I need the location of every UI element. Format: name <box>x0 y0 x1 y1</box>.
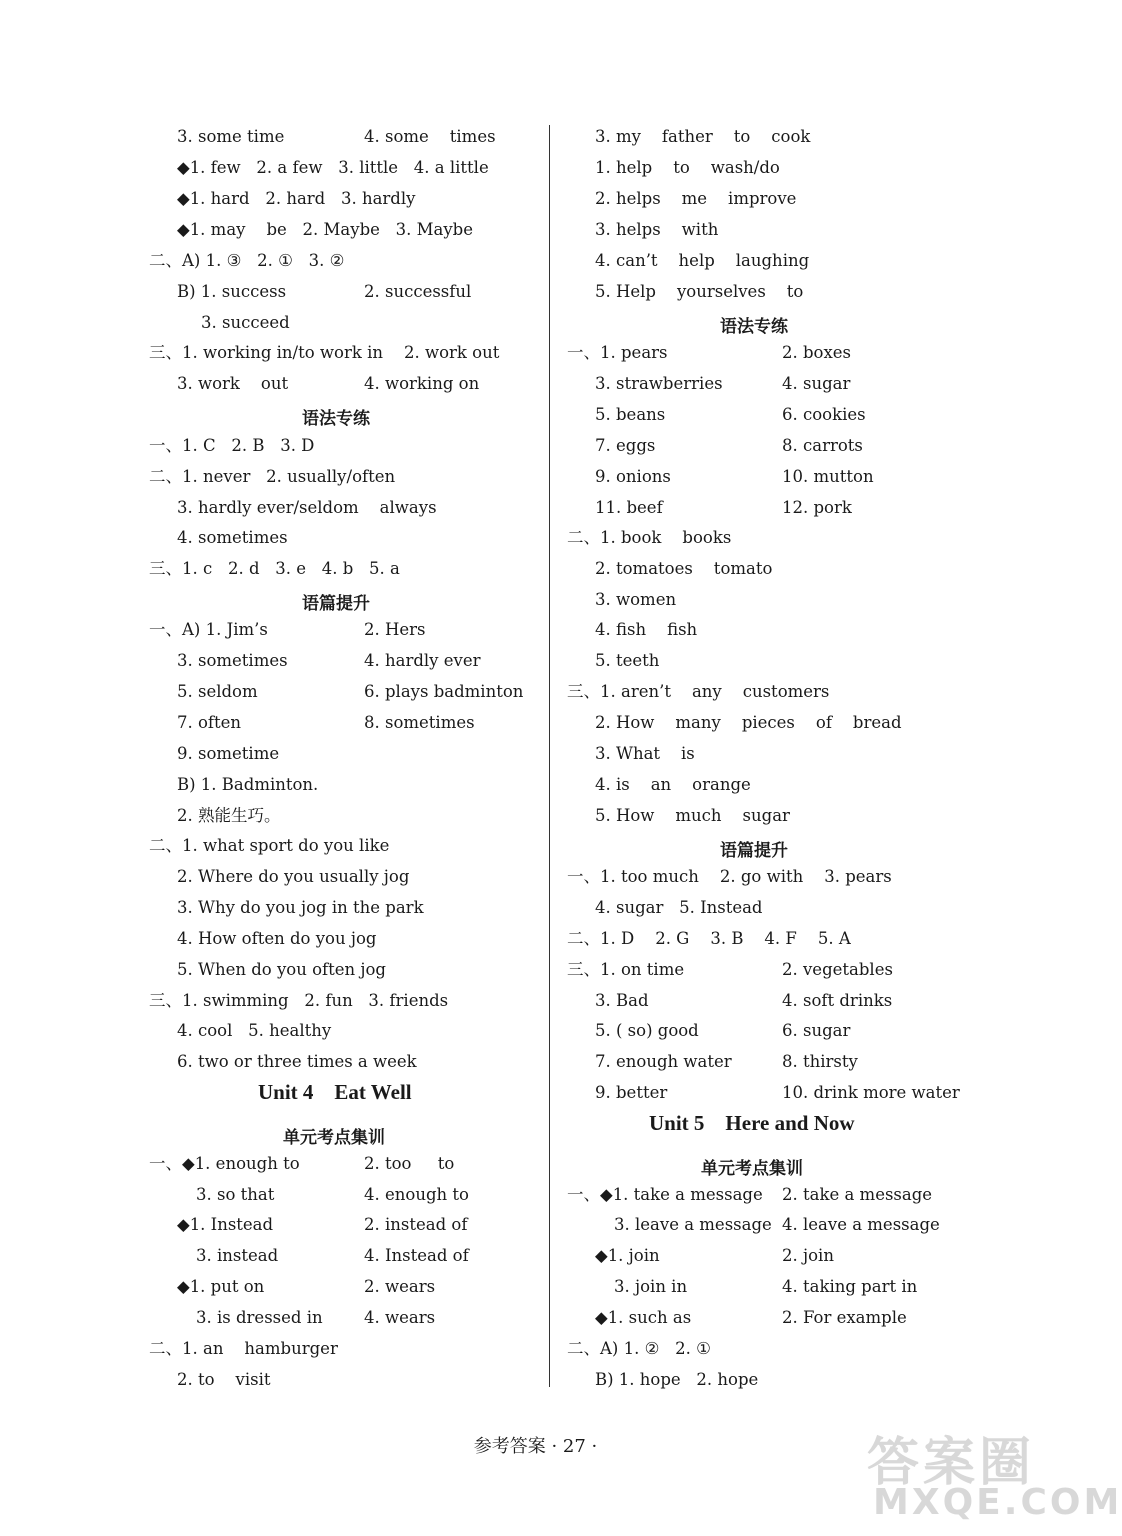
answer-line: 2. instead of <box>364 1215 468 1234</box>
answer-line: 5. How much sugar <box>595 806 790 825</box>
answer-line: 2. helps me improve <box>595 189 797 208</box>
answer-line: 二、A) 1. ② 2. ① <box>567 1339 711 1358</box>
answer-line: 7. enough water <box>595 1052 732 1071</box>
answer-line: 4. sugar 5. Instead <box>595 898 763 917</box>
answer-line: 三、1. swimming 2. fun 3. friends <box>149 991 449 1010</box>
answer-line: 4. leave a message <box>782 1215 940 1234</box>
answer-line: 4. How often do you jog <box>177 929 377 948</box>
answer-line: 2. Where do you usually jog <box>177 867 410 886</box>
answer-line: 2. join <box>782 1246 834 1265</box>
section-heading: 语篇提升 <box>302 594 370 614</box>
answer-line: 4. taking part in <box>782 1277 918 1296</box>
answer-line: 2. 熟能生巧。 <box>177 806 281 825</box>
answer-line: 4. can’t help laughing <box>595 251 810 270</box>
answer-line: 2. Hers <box>364 620 426 639</box>
answer-line: 4. fish fish <box>595 620 698 639</box>
answer-line: 3. leave a message <box>614 1215 772 1234</box>
answer-line: 4. enough to <box>364 1185 469 1204</box>
answer-line: 3. Why do you jog in the park <box>177 898 424 917</box>
answer-line: 5. ( so) good <box>595 1021 699 1040</box>
section-heading: 语法专练 <box>720 317 788 337</box>
answer-line: 3. is dressed in <box>196 1308 323 1327</box>
answer-line: 一、1. pears <box>567 343 668 362</box>
answer-line: 7. often <box>177 713 242 732</box>
answer-line: ◆1. may be 2. Maybe 3. Maybe <box>177 220 473 239</box>
answer-line: 3. helps with <box>595 220 719 239</box>
answer-line: ◆1. join <box>595 1246 660 1265</box>
answer-line: 2. take a message <box>782 1185 933 1204</box>
answer-line: 4. hardly ever <box>364 651 481 670</box>
answer-line: 3. hardly ever/seldom always <box>177 498 437 517</box>
answer-line: ◆1. put on <box>177 1277 265 1296</box>
answer-line: 3. my father to cook <box>595 127 811 146</box>
watermark-logo <box>867 1420 1122 1528</box>
answer-line: 6. plays badminton <box>364 682 524 701</box>
answer-line: 10. mutton <box>782 467 874 486</box>
answer-line: 3. some time <box>177 127 285 146</box>
answer-line: 三、1. c 2. d 3. e 4. b 5. a <box>149 559 400 578</box>
section-heading: 语篇提升 <box>720 841 788 861</box>
answer-line: B) 1. hope 2. hope <box>595 1370 759 1389</box>
answer-line: 3. succeed <box>201 313 290 332</box>
answer-line: 二、1. an hamburger <box>149 1339 338 1358</box>
answer-line: 3. instead <box>196 1246 279 1265</box>
answer-line: 4. Instead of <box>364 1246 469 1265</box>
answer-line: 2. How many pieces of bread <box>595 713 902 732</box>
answer-line: 二、A) 1. ③ 2. ① 3. ② <box>149 251 345 270</box>
answer-line: 6. two or three times a week <box>177 1052 417 1071</box>
answer-line: 9. onions <box>595 467 671 486</box>
answer-line: 1. help to wash/do <box>595 158 780 177</box>
answer-line: 3. strawberries <box>595 374 723 393</box>
answer-line: 一、◆1. take a message <box>567 1185 763 1204</box>
answer-line: 二、1. book books <box>567 528 732 547</box>
answer-line: 11. beef <box>595 498 663 517</box>
watermark-url: MXQE.COM <box>873 1482 1122 1523</box>
answer-line: 6. cookies <box>782 405 866 424</box>
answer-line: 5. teeth <box>595 651 660 670</box>
unit-5-title: Unit 5 Here and Now <box>649 1111 855 1135</box>
answer-line: 2. too to <box>364 1154 455 1173</box>
answer-line: 9. better <box>595 1083 668 1102</box>
answer-line: 三、1. on time <box>567 960 685 979</box>
answer-line: 2. For example <box>782 1308 907 1327</box>
answer-line: B) 1. success <box>177 282 287 301</box>
answer-line: 一、1. C 2. B 3. D <box>149 436 315 455</box>
answer-line: 2. wears <box>364 1277 436 1296</box>
answer-line: ◆1. Instead <box>177 1215 274 1234</box>
answer-line: 10. drink more water <box>782 1083 960 1102</box>
answer-line: ◆1. such as <box>595 1308 692 1327</box>
answer-line: 二、1. never 2. usually/often <box>149 467 396 486</box>
answer-line: 二、1. D 2. G 3. B 4. F 5. A <box>567 929 851 948</box>
section-heading: 语法专练 <box>302 409 370 429</box>
answer-line: 三、1. aren’t any customers <box>567 682 830 701</box>
answer-line: 4. wears <box>364 1308 436 1327</box>
answer-line: 5. seldom <box>177 682 258 701</box>
answer-line: 4. is an orange <box>595 775 751 794</box>
column-divider <box>549 125 550 1387</box>
section-heading: 单元考点集训 <box>283 1128 385 1148</box>
answer-line: 7. eggs <box>595 436 656 455</box>
answer-line: 6. sugar <box>782 1021 851 1040</box>
answer-line: 5. When do you often jog <box>177 960 386 979</box>
answer-line: 一、1. too much 2. go with 3. pears <box>567 867 892 886</box>
answer-line: 4. sugar <box>782 374 851 393</box>
answer-line: 3. join in <box>614 1277 688 1296</box>
unit-4-title: Unit 4 Eat Well <box>258 1080 412 1104</box>
answer-line: B) 1. Badminton. <box>177 775 319 794</box>
answer-line: 4. cool 5. healthy <box>177 1021 332 1040</box>
answer-line: 3. so that <box>196 1185 275 1204</box>
answer-line: 3. What is <box>595 744 695 763</box>
answer-line: 3. work out <box>177 374 289 393</box>
section-heading: 单元考点集训 <box>701 1159 803 1179</box>
page-footer: 参考答案 · 27 · <box>473 1436 598 1457</box>
answer-line: 12. pork <box>782 498 852 517</box>
answer-line: 一、◆1. enough to <box>149 1154 300 1173</box>
answer-line: 二、1. what sport do you like <box>149 836 390 855</box>
answer-line: ◆1. few 2. a few 3. little 4. a little <box>177 158 489 177</box>
answer-line: 3. Bad <box>595 991 649 1010</box>
answer-line: 5. Help yourselves to <box>595 282 804 301</box>
answer-line: 9. sometime <box>177 744 280 763</box>
answer-line: 3. women <box>595 590 677 609</box>
answer-line: 8. carrots <box>782 436 863 455</box>
answer-line: 8. sometimes <box>364 713 475 732</box>
answer-line: 8. thirsty <box>782 1052 858 1071</box>
answer-line: 一、A) 1. Jim’s <box>149 620 268 639</box>
answer-line: 3. sometimes <box>177 651 288 670</box>
answer-line: 2. to visit <box>177 1370 271 1389</box>
answer-line: ◆1. hard 2. hard 3. hardly <box>177 189 416 208</box>
answer-line: 2. vegetables <box>782 960 893 979</box>
answer-line: 4. working on <box>364 374 480 393</box>
watermark-text: 答案圈 <box>867 1433 1036 1493</box>
answer-line: 5. beans <box>595 405 666 424</box>
answer-line: 2. boxes <box>782 343 852 362</box>
answer-line: 4. some times <box>364 127 496 146</box>
answer-line: 三、1. working in/to work in 2. work out <box>149 343 500 362</box>
answer-line: 4. soft drinks <box>782 991 893 1010</box>
answer-line: 2. tomatoes tomato <box>595 559 773 578</box>
answer-line: 4. sometimes <box>177 528 288 547</box>
answer-line: 2. successful <box>364 282 472 301</box>
